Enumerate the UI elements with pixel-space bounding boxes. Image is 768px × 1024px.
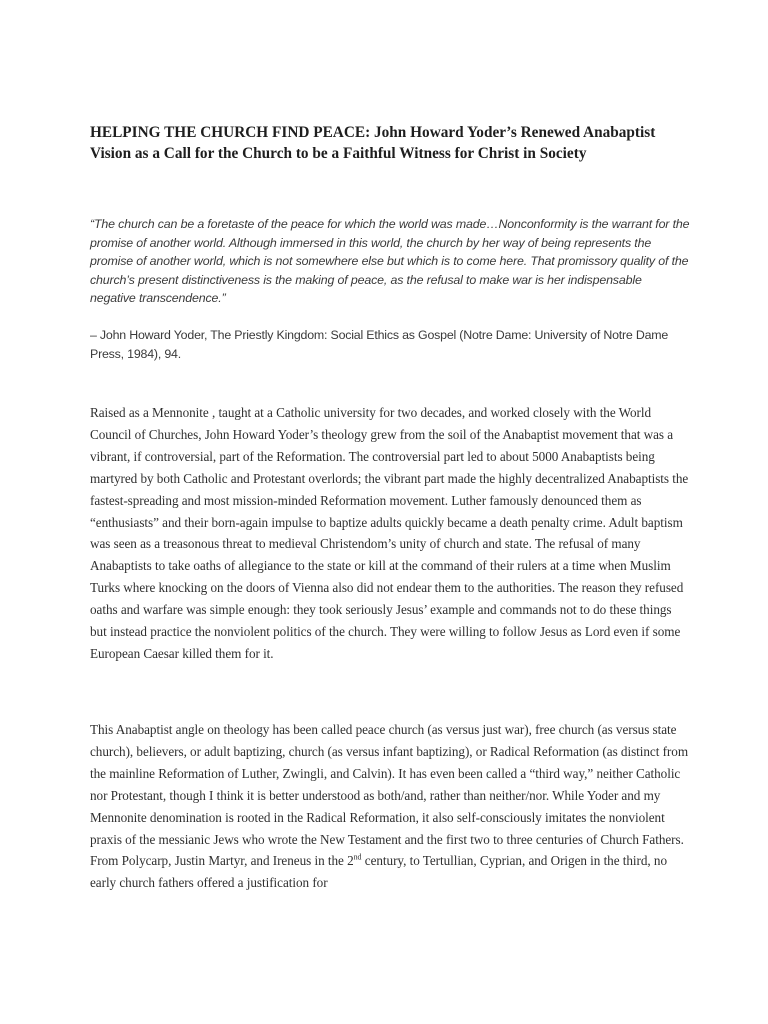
document-body [90,122,690,891]
epigraph-quote: “The church can be a foretaste of the peace for which the world was made…Nonconformity is the warrant for the promise of another world. Although immersed in this world, the church by her way of being represents the promise of another world, which is not somewhere else but which is to come here. That promissory quality of the church’s present distinctiveness is the making of peace, as the refusal to make war is her indispensable negative transcendence.” [90,217,690,305]
body-paragraph-2 [90,719,690,894]
body-paragraph-2-text-b: century, to Tertullian, Cyprian, and Origen in the third, no early church fathers offered a justification for [90,853,668,891]
epigraph-citation: – John Howard Yoder, The Priestly Kingdom: Social Ethics as Gospel (Notre Dame: University of Notre Dame Press, 1984), 94. [90,328,669,361]
body-paragraph-2-text-a: This Anabaptist angle on theology has been called peace church (as versus just war), free church (as versus state church), believers, or adult baptizing, church (as versus infant baptizing), or Radical Reformation (as distinct from the mainline Reformation of Luther, Zwingli, and Calvin). It has even been called a “third way,” neither Catholic nor Protestant, though I think it is better understood as both/and, rather than neither/nor. While Yoder and my Mennonite denomination is rooted in the Radical Reformation, it also self-consciously imitates the nonviolent praxis of the messianic Jews who wrote the New Testament and the first two to three centuries of Church Fathers. From Polycarp, Justin Martyr, and Ireneus in the 2 [90,722,689,869]
ordinal-superscript: nd [353,853,362,863]
document-title: HELPING THE CHURCH FIND PEACE: John Howard Yoder’s Renewed Anabaptist Vision as a Call for the Church to be a Faithful Witness for Christ in Society [90,124,656,162]
body-paragraph-1: Raised as a Mennonite , taught at a Catholic university for two decades, and worked closely with the World Council of Churches, John Howard Yoder’s theology grew from the soil of the Anabaptist movement that was a vibrant, if controversial, part of the Reformation. The controversial part led to about 5000 Anabaptists being martyred by both Catholic and Protestant overlords; the vibrant part made the highly decentralized Anabaptists the fastest-spreading and most mission-minded Reformation movement. Luther famously denounced them as “enthusiasts” and their born-again impulse to baptize adults quickly became a death penalty crime. Adult baptism was seen as a treasonous threat to medieval Christendom’s unity of church and state. The refusal of many Anabaptists to take oaths of allegiance to the state or kill at the command of their rulers at a time when Muslim Turks where knocking on the doors of Vienna also did not endear them to the authorities. The reason they refused oaths and warfare was simple enough: they took seriously Jesus’ example and commands not to do these things but instead practice the nonviolent politics of the church. They were willing to follow Jesus as Lord even if some European Caesar killed them for it. [90,405,689,661]
